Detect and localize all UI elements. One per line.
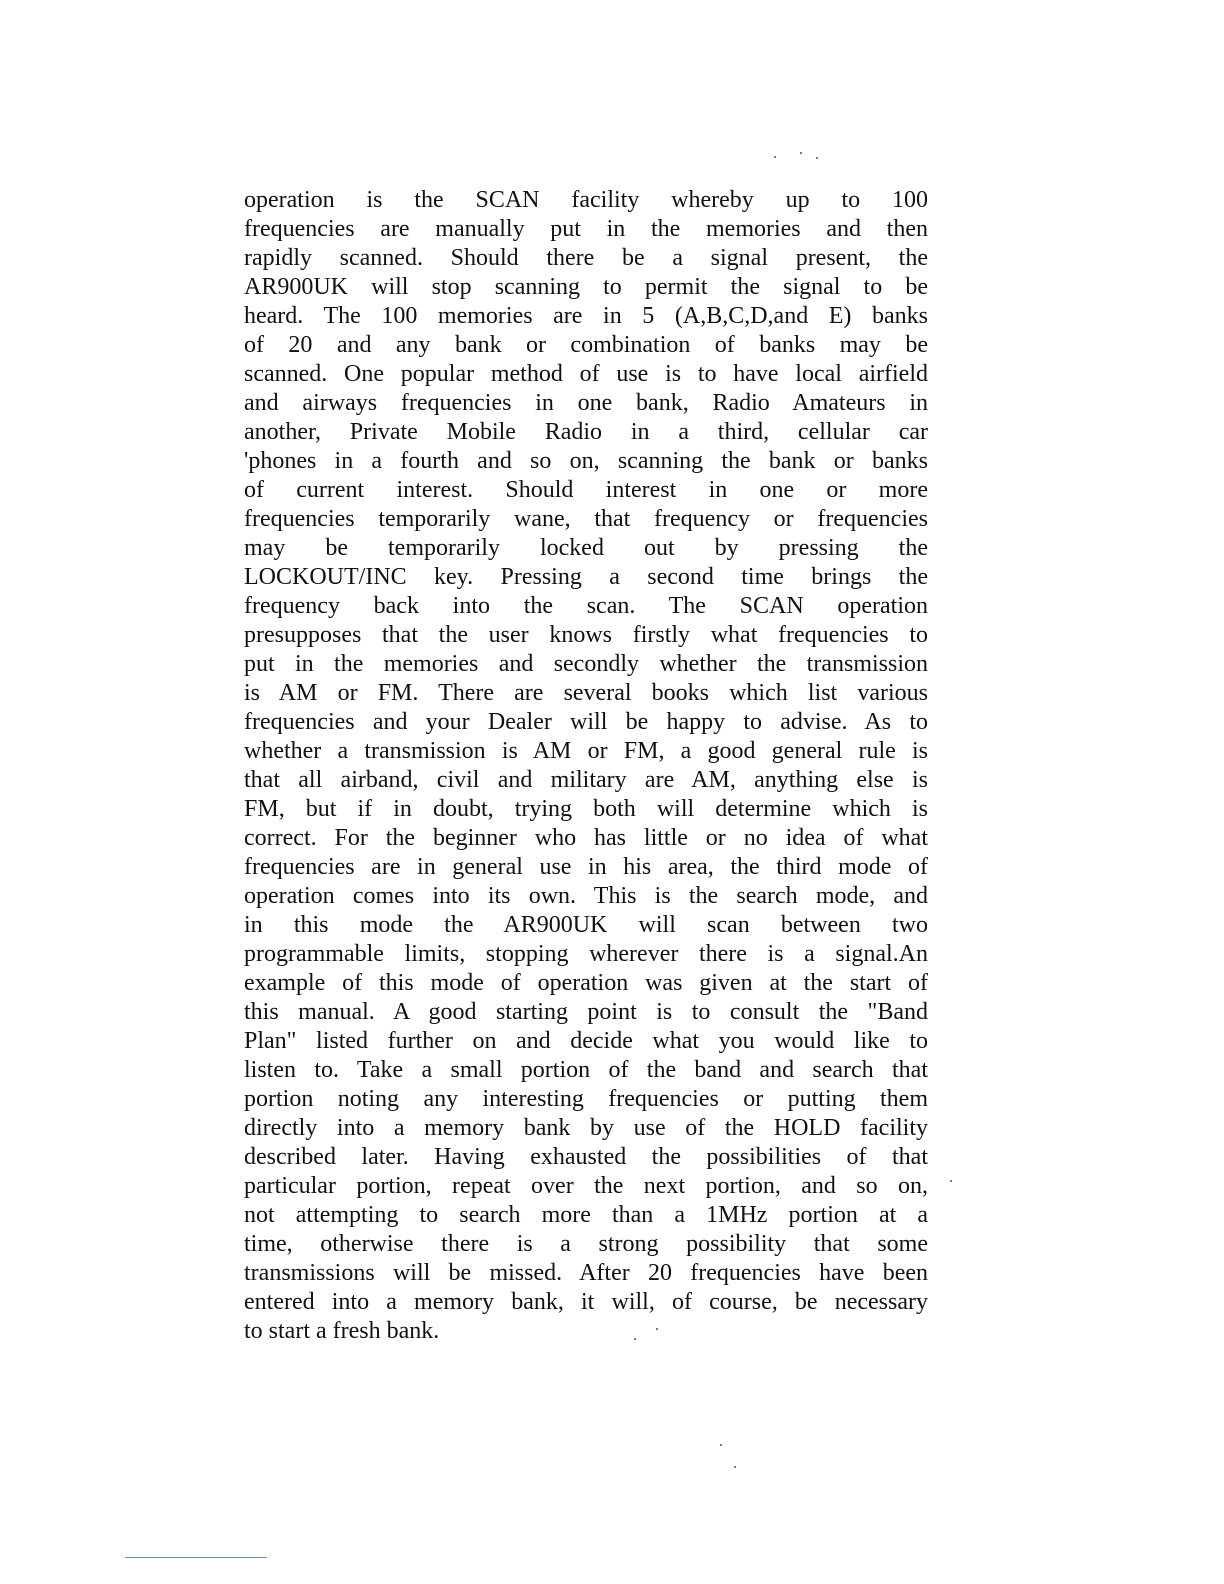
text-line: Plan" listed further on and decide what you would like to	[244, 1028, 928, 1054]
text-line: entered into a memory bank, it will, of course, be necessary	[244, 1289, 928, 1315]
text-line: LOCKOUT/INC key. Pressing a second time brings the	[244, 564, 928, 590]
text-line: whether a transmission is AM or FM, a good general rule is	[244, 738, 928, 764]
text-line: put in the memories and secondly whether the transmission	[244, 651, 928, 677]
text-line: this manual. A good starting point is to consult the "Band	[244, 999, 928, 1025]
body-paragraph	[244, 186, 928, 1346]
text-line: to start a fresh bank.	[244, 1318, 440, 1344]
text-line: portion noting any interesting frequencies or putting them	[244, 1086, 928, 1112]
text-line: scanned. One popular method of use is to have local airfield	[244, 361, 928, 387]
text-line: example of this mode of operation was given at the start of	[244, 970, 928, 996]
scan-speck	[774, 156, 776, 158]
scan-speck	[816, 157, 818, 159]
text-line: frequencies are manually put in the memories and then	[244, 216, 928, 242]
scan-speck	[800, 152, 802, 154]
text-line: may be temporarily locked out by pressing the	[244, 535, 928, 561]
text-line: AR900UK will stop scanning to permit the signal to be	[244, 274, 928, 300]
text-line: described later. Having exhausted the possibilities of that	[244, 1144, 928, 1170]
text-line: frequencies and your Dealer will be happy to advise. As to	[244, 709, 928, 735]
text-line: operation is the SCAN facility whereby up to 100	[244, 187, 928, 213]
scan-speck	[656, 1328, 658, 1330]
text-line: programmable limits, stopping wherever there is a signal.An	[244, 941, 928, 967]
text-line: is AM or FM. There are several books which list various	[244, 680, 928, 706]
text-line: another, Private Mobile Radio in a third, cellular car	[244, 419, 928, 445]
scan-speck	[950, 1180, 952, 1182]
text-line: of 20 and any bank or combination of banks may be	[244, 332, 928, 358]
text-line: listen to. Take a small portion of the band and search that	[244, 1057, 928, 1083]
text-line: not attempting to search more than a 1MHz portion at a	[244, 1202, 928, 1228]
scan-speck	[634, 1338, 636, 1340]
text-line: heard. The 100 memories are in 5 (A,B,C,D,and E) banks	[244, 303, 928, 329]
text-line: transmissions will be missed. After 20 frequencies have been	[244, 1260, 928, 1286]
text-line: frequencies are in general use in his area, the third mode of	[244, 854, 928, 880]
text-line: particular portion, repeat over the next portion, and so on,	[244, 1173, 928, 1199]
text-line: time, otherwise there is a strong possibility that some	[244, 1231, 928, 1257]
text-line: and airways frequencies in one bank, Radio Amateurs in	[244, 390, 928, 416]
text-line: in this mode the AR900UK will scan between two	[244, 912, 928, 938]
scan-speck	[734, 1466, 736, 1468]
text-line: frequency back into the scan. The SCAN operation	[244, 593, 928, 619]
text-line: correct. For the beginner who has little or no idea of what	[244, 825, 928, 851]
text-line: 'phones in a fourth and so on, scanning the bank or banks	[244, 448, 928, 474]
text-line: presupposes that the user knows firstly what frequencies to	[244, 622, 928, 648]
text-line: FM, but if in doubt, trying both will determine which is	[244, 796, 928, 822]
footer-rule	[125, 1557, 267, 1558]
text-line: directly into a memory bank by use of the HOLD facility	[244, 1115, 928, 1141]
scan-speck	[720, 1444, 722, 1446]
text-line: frequencies temporarily wane, that frequency or frequencies	[244, 506, 928, 532]
text-line: that all airband, civil and military are AM, anything else is	[244, 767, 928, 793]
text-line: operation comes into its own. This is the search mode, and	[244, 883, 928, 909]
text-line: rapidly scanned. Should there be a signal present, the	[244, 245, 928, 271]
text-line: of current interest. Should interest in one or more	[244, 477, 928, 503]
